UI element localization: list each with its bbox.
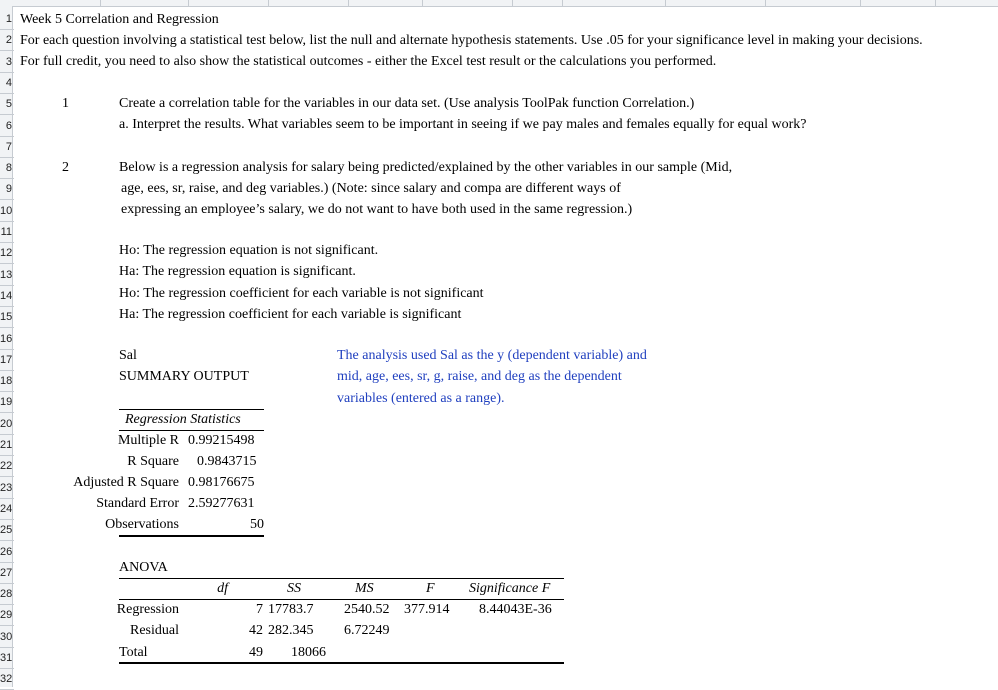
question-2-line-3[interactable]: expressing an employee’s salary, we do not want to have both used in the same regression.) — [121, 202, 633, 217]
row-number[interactable]: 16 — [0, 332, 13, 345]
row-number[interactable]: 5 — [5, 98, 12, 111]
instruction-line-2[interactable]: For full credit, you need to also show the statistical outcomes - either the Excel test result or the calculations you performed. — [20, 54, 717, 69]
anova-cell-ms[interactable]: 2540.52 — [344, 602, 390, 617]
column-divider[interactable] — [268, 0, 269, 6]
row-number[interactable]: 17 — [0, 353, 13, 366]
regstats-value[interactable]: 0.9843715 — [197, 454, 257, 469]
row-number[interactable]: 27 — [0, 566, 13, 579]
column-divider[interactable] — [348, 0, 349, 6]
anova-cell-ss[interactable]: 18066 — [291, 645, 326, 660]
regstats-label[interactable]: Multiple R — [117, 433, 179, 448]
row-number[interactable]: 4 — [5, 76, 12, 89]
regstats-header[interactable]: Regression Statistics — [125, 412, 241, 427]
row-number[interactable]: 19 — [0, 396, 13, 409]
anova-cell-ss[interactable]: 282.345 — [268, 623, 314, 638]
anova-cell-f[interactable]: 377.914 — [404, 602, 450, 617]
row-number[interactable]: 8 — [5, 162, 12, 175]
summary-output-label[interactable]: SUMMARY OUTPUT — [119, 369, 249, 384]
anova-header-df[interactable]: df — [217, 581, 228, 596]
question-1a-text[interactable]: a. Interpret the results. What variables seem to be important in seeing if we pay males and females equally for equal work? — [119, 117, 807, 132]
row-number[interactable]: 30 — [0, 630, 13, 643]
hypothesis-null-equation[interactable]: Ho: The regression equation is not significant. — [119, 243, 379, 258]
column-header-strip[interactable] — [0, 0, 998, 7]
regstats-label[interactable]: Observations — [105, 517, 179, 532]
row-number[interactable]: 3 — [5, 55, 12, 68]
anova-cell-significance[interactable]: 8.44043E-36 — [479, 602, 552, 617]
row-number[interactable]: 32 — [0, 673, 13, 686]
regstats-value[interactable]: 0.98176675 — [188, 475, 255, 490]
anova-header-significance-f[interactable]: Significance F — [469, 581, 551, 596]
row-number[interactable]: 23 — [0, 481, 13, 494]
row-number[interactable]: 20 — [0, 417, 13, 430]
row-number[interactable]: 21 — [0, 439, 13, 451]
row-number[interactable]: 15 — [0, 311, 13, 324]
row-number[interactable]: 7 — [5, 140, 12, 153]
question-1-text[interactable]: Create a correlation table for the variables in our data set. (Use analysis ToolPak function Correlation.) — [119, 96, 695, 111]
anova-title[interactable]: ANOVA — [119, 560, 168, 575]
note-line-1[interactable]: The analysis used Sal as the y (dependent variable) and — [337, 348, 647, 363]
hypothesis-null-coefficient[interactable]: Ho: The regression coefficient for each variable is not significant — [119, 286, 484, 301]
anova-bottom-border — [119, 662, 564, 664]
row-number[interactable]: 26 — [0, 545, 13, 558]
column-divider[interactable] — [100, 0, 101, 6]
anova-cell-df[interactable]: 49 — [249, 645, 263, 660]
row-number[interactable]: 25 — [0, 524, 13, 537]
row-number[interactable]: 11 — [0, 226, 12, 238]
hypothesis-alt-equation[interactable]: Ha: The regression equation is significant. — [119, 264, 356, 279]
column-divider[interactable] — [188, 0, 189, 6]
regstats-label[interactable]: Adjusted R Square — [73, 475, 179, 490]
row-number[interactable]: 10 — [0, 204, 13, 217]
hypothesis-alt-coefficient[interactable]: Ha: The regression coefficient for each variable is significant — [119, 307, 462, 322]
regstats-value[interactable]: 50 — [250, 517, 264, 532]
anova-header-f[interactable]: F — [426, 581, 435, 596]
regstats-label[interactable]: Standard Error — [96, 496, 179, 511]
row-number[interactable]: 31 — [0, 652, 13, 664]
row-number[interactable]: 12 — [0, 247, 13, 260]
column-divider[interactable] — [562, 0, 563, 6]
row-number[interactable]: 18 — [0, 375, 13, 388]
column-divider[interactable] — [512, 0, 513, 6]
column-divider[interactable] — [422, 0, 423, 6]
anova-cell-ss[interactable]: 17783.7 — [268, 602, 314, 617]
row-number[interactable]: 2 — [5, 34, 12, 47]
anova-row-label[interactable]: Regression — [116, 602, 179, 617]
note-line-3[interactable]: variables (entered as a range). — [337, 391, 505, 406]
row-number[interactable]: 22 — [0, 460, 13, 473]
row-number[interactable]: 28 — [0, 588, 13, 601]
note-line-2[interactable]: mid, age, ees, sr, g, raise, and deg as the dependent — [337, 369, 622, 384]
dependent-variable-label[interactable]: Sal — [119, 348, 137, 363]
anova-cell-df[interactable]: 42 — [249, 623, 263, 638]
question-2-number[interactable]: 2 — [62, 160, 69, 175]
anova-header-ms[interactable]: MS — [355, 581, 374, 596]
anova-row-label[interactable]: Residual — [130, 623, 179, 638]
column-divider[interactable] — [935, 0, 936, 6]
sheet-title[interactable]: Week 5 Correlation and Regression — [20, 12, 219, 27]
regstats-label[interactable]: R Square — [127, 454, 179, 469]
row-number[interactable]: 13 — [0, 268, 13, 281]
column-divider[interactable] — [860, 0, 861, 6]
row-number[interactable]: 14 — [0, 289, 13, 302]
question-2-line-2[interactable]: age, ees, sr, raise, and deg variables.) (Note: since salary and compa are different ways of — [121, 181, 621, 196]
question-1-number[interactable]: 1 — [62, 96, 69, 111]
row-number[interactable]: 29 — [0, 609, 13, 622]
row-number[interactable]: 6 — [5, 119, 12, 132]
row-number[interactable]: 9 — [5, 183, 12, 196]
row-number[interactable]: 1 — [5, 13, 12, 25]
anova-cell-ms[interactable]: 6.72249 — [344, 623, 390, 638]
question-2-line-1[interactable]: Below is a regression analysis for salary being predicted/explained by the other variables in our sample (Mid, — [119, 160, 733, 175]
regstats-value[interactable]: 0.99215498 — [188, 433, 255, 448]
row-number[interactable]: 24 — [0, 502, 13, 515]
column-divider[interactable] — [665, 0, 666, 6]
regstats-bottom-border — [119, 535, 264, 537]
instruction-line-1[interactable]: For each question involving a statistical test below, list the null and alternate hypothesis statements. Use .05 for your significance level in making your decisions. — [20, 33, 923, 48]
anova-header-ss[interactable]: SS — [287, 581, 301, 596]
column-divider[interactable] — [765, 0, 766, 6]
anova-row-label[interactable]: Total — [119, 645, 148, 660]
anova-cell-df[interactable]: 7 — [256, 602, 263, 617]
regstats-value[interactable]: 2.59277631 — [188, 496, 255, 511]
